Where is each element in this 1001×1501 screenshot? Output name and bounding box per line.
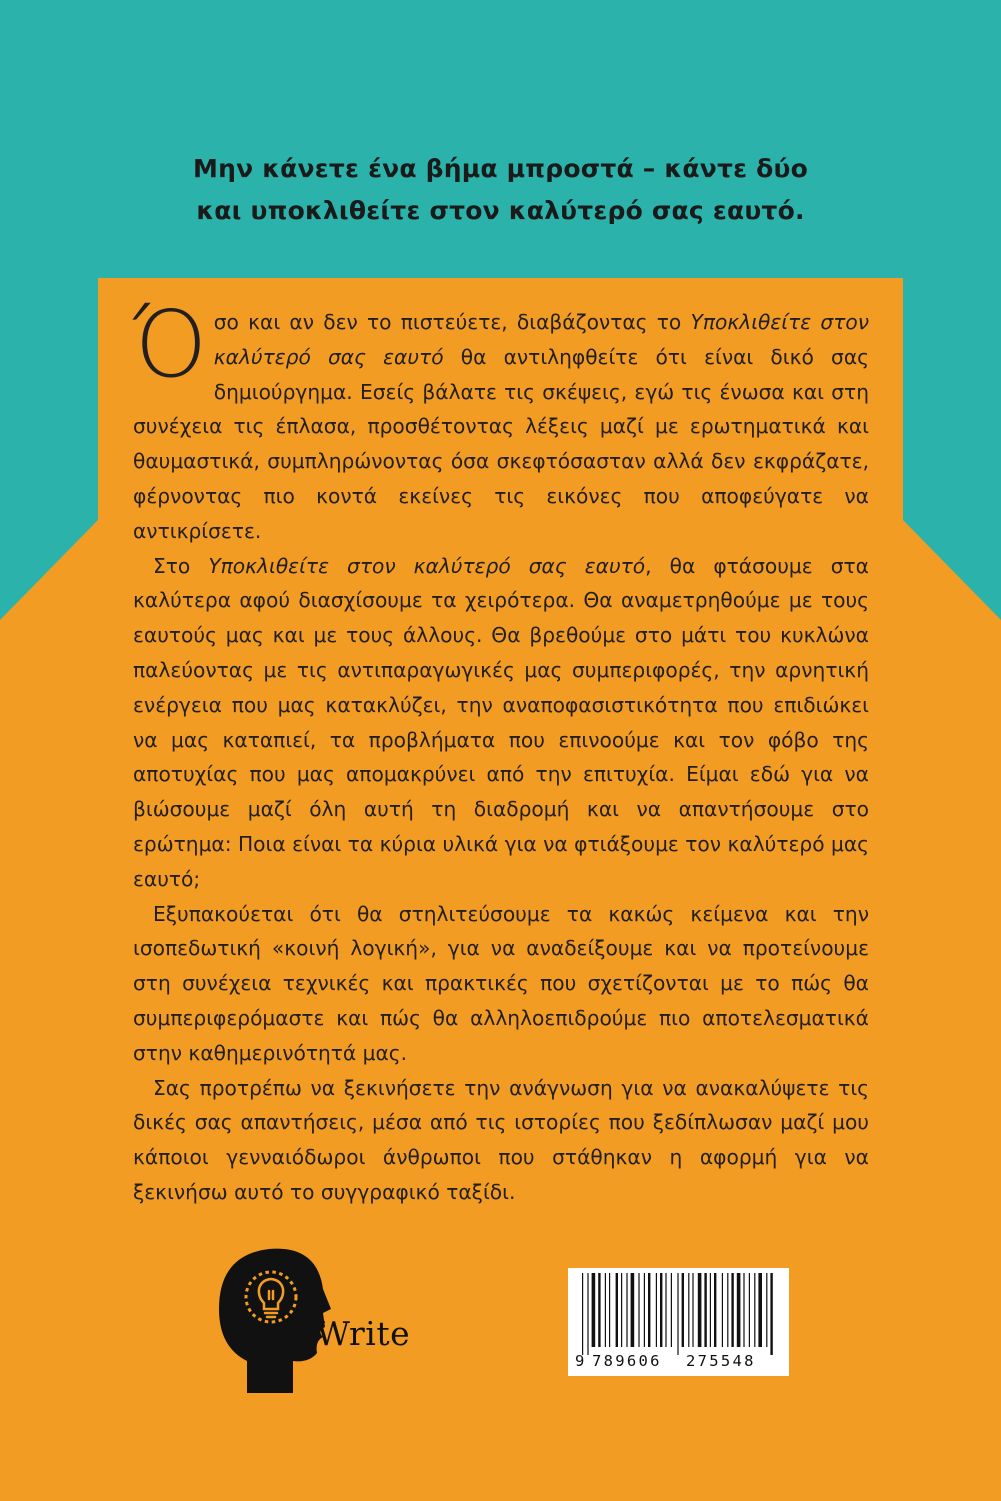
barcode-bar — [710, 1273, 711, 1347]
barcode-bar — [587, 1273, 588, 1355]
barcode-bar — [644, 1273, 645, 1347]
barcode-bar — [621, 1273, 622, 1347]
barcode-bar — [698, 1273, 702, 1347]
isbn-digit-prefix: 9 — [575, 1352, 585, 1370]
barcode-bar — [656, 1273, 657, 1347]
barcode-bar — [648, 1273, 650, 1347]
barcode-bar — [743, 1273, 744, 1347]
isbn-number — [568, 1349, 789, 1373]
barcode-bar — [605, 1273, 606, 1347]
barcode-bar — [766, 1273, 767, 1347]
barcode-bar — [714, 1273, 716, 1347]
tagline-line-1: Μην κάνετε ένα βήμα μπροστά – κάντε δύο — [193, 154, 808, 183]
barcode-bar — [770, 1273, 772, 1355]
blurb-paragraph-4: Σας προτρέπω να ξεκινήσετε την ανάγνωση για να ανακαλύψετε τις δικές σας απαντήσεις, μέσα από τις ιστορίες που ξεδίπλωσαν μαζί μου κάποιοι γενναιόδωροι άνθρωποι που στάθηκαν η αφορμή για να ξεκινήσω αυτό το συγγραφικό ταξίδι. — [133, 1075, 869, 1204]
barcode-bar — [598, 1273, 600, 1347]
blurb-p2-text-2: , θα φτάσουμε στα καλύτερα αφού διασχίσουμε τα χειρότερα. Θα αναμετρηθούμε με τους εαυτούς μας και με τους άλλους. Θα βρεθούμε στο μάτι του κυκλώνα παλεύοντας με τις αντιπαραγωγικές μας συμπεριφορές, την αρνητική ενέργεια που μας κατακλύζει, την αναποφασιστικότητα που επιδιώκει να μας καταπιεί, τα προβλήματα που επινοούμε και τον φόβο της αποτυχίας που μας απομακρύνει από την επιτυχία. Είμαι εδώ για να βιώσουμε μαζί όλη αυτή τη διαδρομή και να απαντήσουμε στο ερώτημα: Ποια είναι τα κύρια υλικά για να φτιάξουμε τον καλύτερό μας εαυτό; — [133, 553, 869, 891]
barcode-bar — [754, 1273, 755, 1347]
blurb-p1-text-2: θα αντιληφθείτε ότι είναι δικό σας δημιούργημα. Εσείς βάλατε τις σκέψεις, εγώ τις ένωσα και στη συνέχεια τις έπλασα, προσθέτοντας λέξεις μαζί με ερωτηματικά και θαυμαστικά, συμπληρώνοντας όσα σκεφτόσασταν αλλά δεν εκφράζατε, φέρνοντας πιο κοντά εκείνες τις εικόνες που αποφεύγατε να αντικρίσετε. — [133, 344, 869, 543]
barcode-bar — [704, 1273, 706, 1347]
barcode-bar — [582, 1273, 583, 1355]
barcode-bar — [737, 1273, 741, 1347]
drop-cap: Ό — [133, 291, 208, 398]
blurb-p2-text-1: Στο — [153, 553, 209, 578]
blurb-p1-text-1: σο και αν δεν το πιστεύετε, διαβάζοντας το — [213, 310, 691, 334]
blurb-paragraph-3: Εξυπακούεται ότι θα στηλιτεύσουμε τα κακώς κείμενα και την ισοπεδωτική «κοινή λογική», για να αναδείξουμε και να προτείνουμε στη συνέχεια τεχνικές και πρακτικές που σχετίζονται με το πώς θα συμπεριφερόμαστε και πώς θα αλληλοεπιδρούμε πιο αποτελεσματικά στην καθημερινότητά μας. — [133, 901, 869, 1065]
isbn-digits-right: 275548 — [686, 1352, 756, 1370]
barcode-bar — [677, 1273, 678, 1355]
tagline-line-2: και υποκλιθείτε στον καλύτερό σας εαυτό. — [196, 196, 805, 225]
tagline — [100, 148, 901, 232]
isbn-digits-left: 789606 — [592, 1352, 662, 1370]
barcode-bar — [671, 1273, 672, 1347]
barcode-bar — [631, 1273, 635, 1347]
barcode-bar — [592, 1273, 596, 1347]
blurb-paragraph-2 — [133, 549, 869, 897]
barcode-bar — [665, 1273, 666, 1347]
barcode-bar — [660, 1273, 662, 1347]
barcode-bar — [682, 1273, 684, 1347]
barcode-bar — [727, 1273, 728, 1347]
book-title-italic: Υποκλιθείτε στον καλύτερό σας εαυτό — [208, 553, 646, 578]
publisher-name: iWrite — [305, 1314, 411, 1353]
blurb-text — [133, 291, 870, 1210]
blurb-paragraph-1 — [133, 291, 870, 549]
barcode-bar — [626, 1273, 627, 1347]
barcode-bar — [638, 1273, 639, 1347]
barcode-bar — [609, 1273, 610, 1347]
barcode-bar — [722, 1273, 723, 1347]
book-title-italic: Υποκλιθείτε στον καλύτερό σας εαυτό — [213, 310, 870, 369]
barcode-bar — [692, 1273, 693, 1347]
barcode-bar — [616, 1273, 618, 1347]
isbn-barcode — [568, 1268, 789, 1376]
barcode-bar — [758, 1273, 762, 1347]
barcode-bar — [749, 1273, 750, 1347]
barcode-bar — [731, 1273, 733, 1347]
barcode-bar — [688, 1273, 689, 1347]
